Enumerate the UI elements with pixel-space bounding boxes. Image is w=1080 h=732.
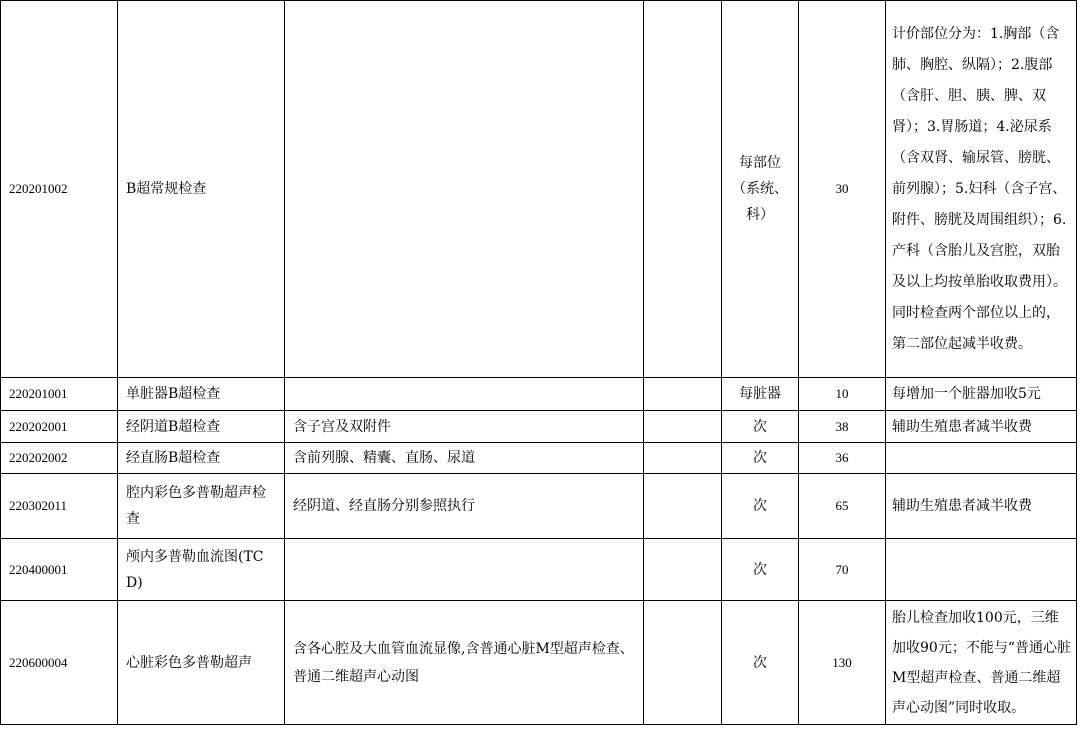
item-content: 含前列腺、精囊、直肠、尿道 [285,443,644,474]
item-exclusions [644,601,722,725]
item-code: 220302011 [1,474,118,539]
item-unit: 每脏器 [722,378,799,411]
item-price: 70 [799,539,886,601]
item-code: 220201001 [1,378,118,411]
item-content: 经阴道、经直肠分别参照执行 [285,474,644,539]
item-unit: 次 [722,601,799,725]
item-exclusions [644,443,722,474]
item-exclusions [644,1,722,378]
table-row [1,411,1077,443]
item-exclusions [644,378,722,411]
table-row [1,601,1077,725]
item-note: 每增加一个脏器加收5元 [886,378,1077,411]
item-content: 含子宫及双附件 [285,411,644,443]
item-name: 心脏彩色多普勒超声 [118,601,285,725]
item-unit: 次 [722,443,799,474]
item-name: B超常规检查 [118,1,285,378]
item-exclusions [644,539,722,601]
table-row [1,474,1077,539]
item-unit: 次 [722,539,799,601]
item-note [886,539,1077,601]
item-code: 220202001 [1,411,118,443]
item-price: 10 [799,378,886,411]
table-row [1,539,1077,601]
item-content [285,539,644,601]
table-row [1,1,1077,378]
item-unit: 每部位（系统、科） [722,1,799,378]
item-note: 胎儿检查加收100元，三维加收90元；不能与“普通心脏M型超声检查、普通二维超声心动图”同时收取。 [886,601,1077,725]
item-exclusions [644,411,722,443]
item-content [285,1,644,378]
item-content: 含各心腔及大血管血流显像,含普通心脏M型超声检查、普通二维超声心动图 [285,601,644,725]
item-note: 辅助生殖患者减半收费 [886,411,1077,443]
table-row [1,443,1077,474]
item-name: 单脏器B超检查 [118,378,285,411]
item-price: 65 [799,474,886,539]
item-code: 220600004 [1,601,118,725]
item-note: 辅助生殖患者减半收费 [886,474,1077,539]
item-unit: 次 [722,474,799,539]
item-price: 38 [799,411,886,443]
item-name: 经阴道B超检查 [118,411,285,443]
item-price: 30 [799,1,886,378]
item-exclusions [644,474,722,539]
item-name: 经直肠B超检查 [118,443,285,474]
item-note [886,443,1077,474]
item-code: 220400001 [1,539,118,601]
item-name: 颅内多普勒血流图(TCD) [118,539,285,601]
item-content [285,378,644,411]
item-unit: 次 [722,411,799,443]
item-note: 计价部位分为：1.胸部（含肺、胸腔、纵隔）；2.腹部（含肝、胆、胰、脾、双肾）；3.胃肠道；4.泌尿系（含双肾、输尿管、膀胱、前列腺）；5.妇科（含子宫、附件、膀胱及周围组织）；6.产科（含胎儿及宫腔，双胎及以上均按单胎收取费用）。同时检查两个部位以上的，第二部位起减半收费。 [886,1,1077,378]
item-code: 220202002 [1,443,118,474]
item-code: 220201002 [1,1,118,378]
item-price: 130 [799,601,886,725]
table-row [1,378,1077,411]
item-price: 36 [799,443,886,474]
item-name: 腔内彩色多普勒超声检查 [118,474,285,539]
